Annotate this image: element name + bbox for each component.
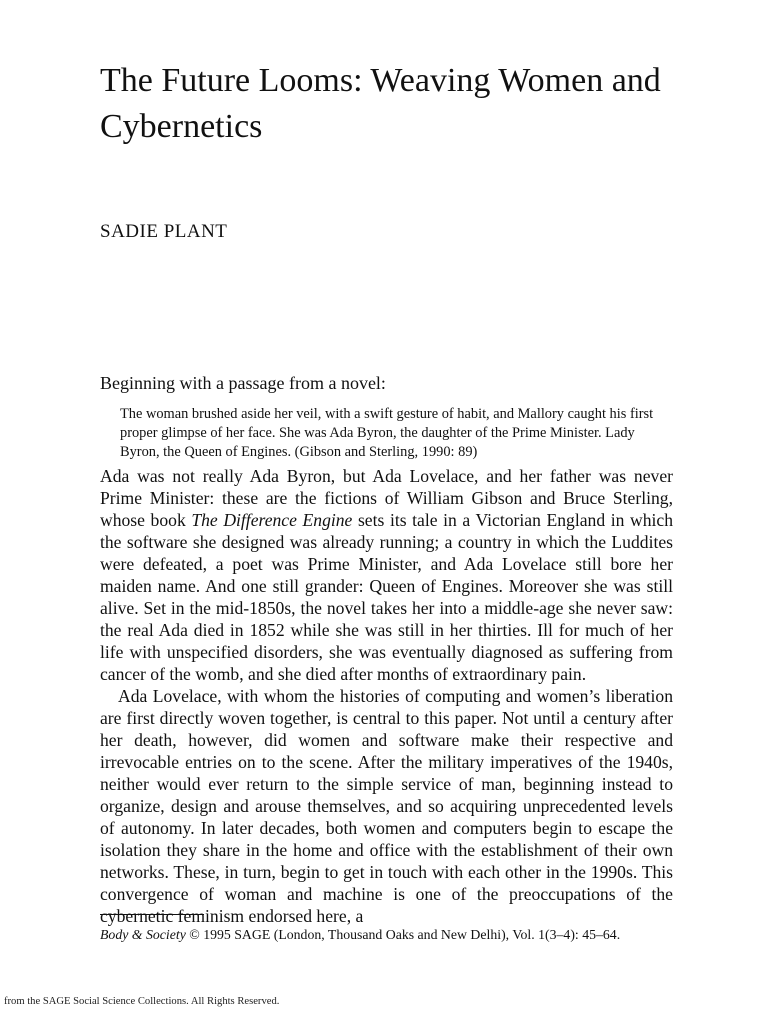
copyright-footer: from the SAGE Social Science Collections. All Rights Reserved. <box>4 996 280 1007</box>
book-title: The Difference Engine <box>191 510 353 530</box>
journal-citation <box>100 926 620 944</box>
paragraph-1-rest: sets its tale in a Victorian England in which the software she designed was already running; a country in which the Luddites were defeated, a poet was Prime Minister, and Ada Lovelace still bore her maiden name. And one still grander: Queen of Engines. Moreover she was still alive. Set in the mid-1850s, the novel takes her into a middle-age she never saw: the real Ada died in 1852 while she was still in her thirties. Ill for much of her life with unspecified disorders, she was eventually diagnosed as suffering from cancer of the womb, and she died after months of extraordinary pain. <box>100 510 673 684</box>
intro-sentence: Beginning with a passage from a novel: <box>100 373 386 393</box>
article-title: The Future Looms: Weaving Women and Cybernetics <box>100 62 661 145</box>
journal-name: Body & Society <box>100 927 186 942</box>
paragraph-1-start: Ada was not really Ada Byron, but Ada Lovelace, and her father was never Prime Minister: these are the fictions of William Gibson and Bruce Sterling, whose book <box>100 466 673 530</box>
epigraph-quote: The woman brushed aside her veil, with a swift gesture of habit, and Mallory caught his first proper glimpse of her face. She was Ada Byron, the daughter of the Prime Minister. Lady Byron, the Queen of Engines. (Gibson and Sterling, 1990: 89) <box>120 406 654 460</box>
footnote-rule <box>100 914 204 915</box>
citation-details: © 1995 SAGE (London, Thousand Oaks and New Delhi), Vol. 1(3–4): 45–64. <box>185 927 621 942</box>
author-name: SADIE PLANT <box>100 221 228 242</box>
paragraph-1 <box>100 465 673 685</box>
body-text <box>100 465 673 927</box>
paragraph-2: Ada Lovelace, with whom the histories of computing and women’s liberation are first directly woven together, is central to this paper. Not until a century after her death, however, did women and software make their respective and irrevocable entries on to the scene. After the military imperatives of the 1940s, neither would ever return to the simple service of man, beginning instead to organize, design and arouse themselves, and so acquiring unprecedented levels of autonomy. In later decades, both women and computers begin to escape the isolation they share in the home and office with the establishment of their own networks. These, in turn, begin to get in touch with each other in the 1990s. This convergence of woman and machine is one of the preoccupations of the cybernetic feminism endorsed here, a <box>100 686 673 926</box>
